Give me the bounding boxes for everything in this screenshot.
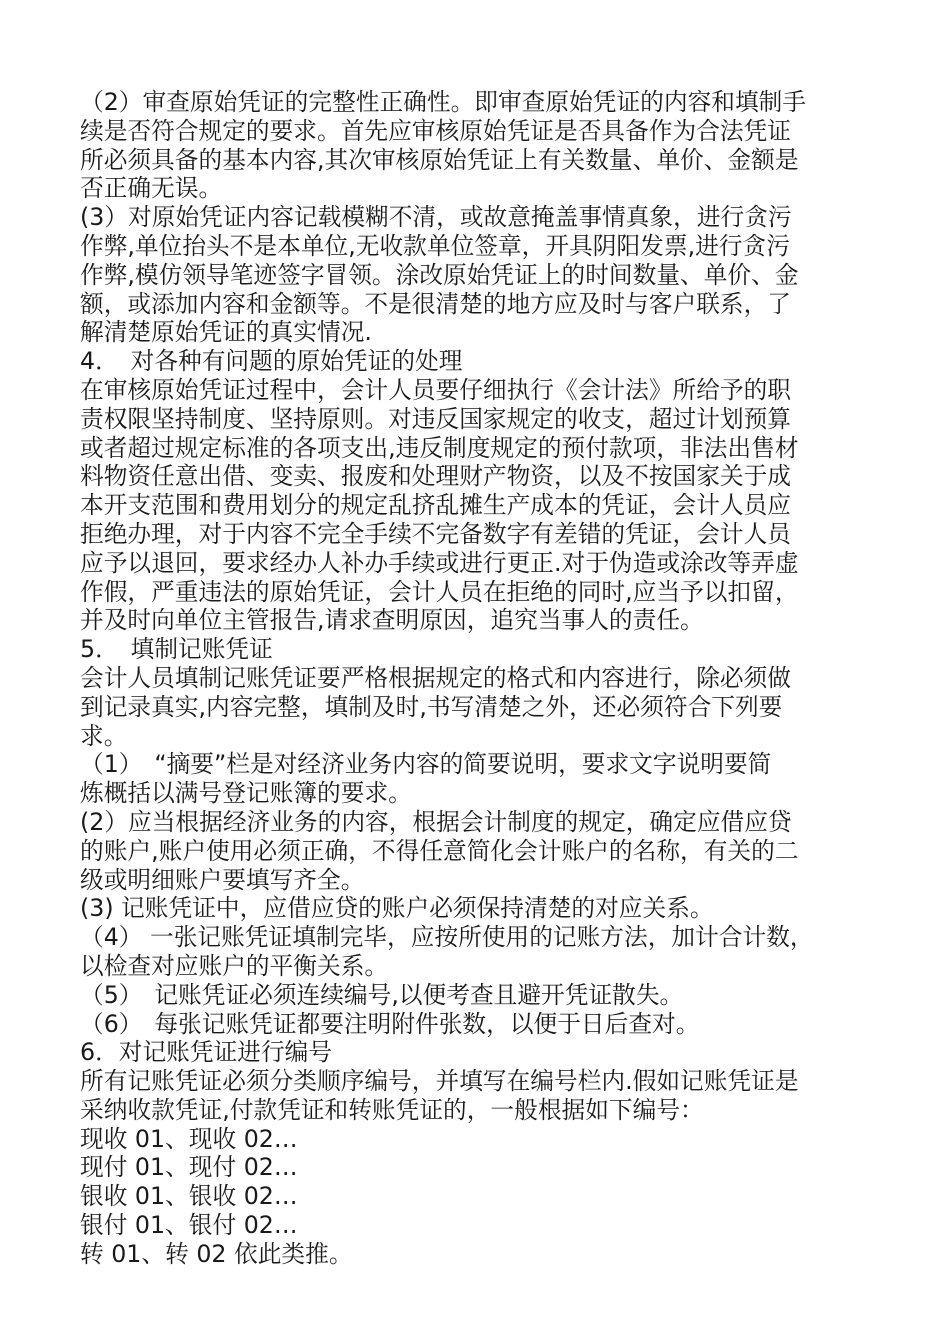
text-line: （5） 记账凭证必须连续编号,以便考查且避开凭证散失。 [80, 980, 684, 1009]
text-line: 本开支范围和费用划分的规定乱挤乱摊生产成本的凭证，会计人员应 [80, 491, 791, 520]
text-line: （6） 每张记账凭证都要注明附件张数，以便于日后查对。 [80, 1009, 700, 1038]
text-line: 会计人员填制记账凭证要严格根据规定的格式和内容进行，除必须做 [80, 663, 791, 692]
text-line: 转 01、转 02 依此类推。 [80, 1239, 353, 1268]
text-line: 银收 01、银收 02… [80, 1182, 298, 1211]
text-line: 5． 填制记账凭证 [80, 635, 273, 664]
text-line: 所有记账凭证必须分类顺序编号，并填写在编号栏内.假如记账凭证是 [80, 1067, 799, 1096]
text-line: 求。 [80, 721, 128, 750]
text-line: （4） 一张记账凭证填制完毕，应按所使用的记账方法，加计合计数， [80, 923, 814, 952]
text-line: 的账户,账户使用必须正确，不得任意简化会计账户的名称，有关的二 [80, 836, 799, 865]
text-line: 作弊,模仿领导笔迹签字冒领。涂改原始凭证上的时间数量、单价、金 [80, 260, 799, 289]
text-line: 银付 01、银付 02… [80, 1211, 298, 1240]
document-body [80, 88, 880, 1269]
text-line: 6．对记账凭证进行编号 [80, 1038, 333, 1067]
text-line: 应予以退回，要求经办人补办手续或进行更正.对于伪造或涂改等弄虚 [80, 548, 799, 577]
text-line: 以检查对应账户的平衡关系。 [80, 951, 389, 980]
text-line: （2）审查原始凭证的完整性正确性。即审查原始凭证的内容和填制手 [80, 88, 807, 116]
text-line: 解清楚原始凭证的真实情况. [80, 318, 372, 347]
text-line: 现收 01、现收 02… [80, 1124, 298, 1153]
text-line: (3) 记账凭证中，应借应贷的账户必须保持清楚的对应关系。 [80, 894, 714, 923]
text-line: 4． 对各种有问题的原始凭证的处理 [80, 347, 463, 376]
text-line: 现付 01、现付 02… [80, 1153, 298, 1182]
text-line: 到记录真实,内容完整，填制及时,书写清楚之外，还必须符合下列要 [80, 692, 783, 721]
text-line: (2）应当根据经济业务的内容，根据会计制度的规定，确定应借应贷 [80, 807, 792, 836]
text-line: 额，或添加内容和金额等。不是很清楚的地方应及时与客户联系，了 [80, 289, 791, 318]
text-line: 采纳收款凭证,付款凭证和转账凭证的，一般根据如下编号： [80, 1095, 704, 1124]
text-line: 炼概括以满号登记账簿的要求。 [80, 779, 412, 808]
text-line: 否正确无误。 [80, 174, 223, 203]
text-line: 所必须具备的基本内容,其次审核原始凭证上有关数量、单价、金额是 [80, 145, 799, 174]
text-line: 责权限坚持制度、坚持原则。对违反国家规定的收支，超过计划预算 [80, 404, 791, 433]
text-line: 作假，严重违法的原始凭证，会计人员在拒绝的同时,应当予以扣留， [80, 577, 799, 606]
text-line: （1） “摘要”栏是对经济业务内容的简要说明，要求文字说明要简 [80, 750, 772, 779]
text-line: 级或明细账户要填写齐全。 [80, 865, 365, 894]
text-line: 并及时向单位主管报告,请求查明原因，追究当事人的责任。 [80, 606, 704, 635]
text-line: 或者超过规定标准的各项支出,违反制度规定的预付款项，非法出售材 [80, 433, 799, 462]
text-line: 拒绝办理，对于内容不完全手续不完备数字有差错的凭证，会计人员 [80, 519, 791, 548]
text-line: 作弊,单位抬头不是本单位,无收款单位签章，开具阴阳发票,进行贪污 [80, 231, 790, 260]
text-line: (3）对原始凭证内容记载模糊不清，或故意掩盖事情真象，进行贪污 [80, 203, 792, 232]
text-line: 续是否符合规定的要求。首先应审核原始凭证是否具备作为合法凭证 [80, 116, 791, 145]
text-line: 料物资任意出借、变卖、报废和处理财产物资，以及不按国家关于成 [80, 462, 791, 491]
text-line: 在审核原始凭证过程中，会计人员要仔细执行《会计法》所给予的职 [80, 375, 791, 404]
